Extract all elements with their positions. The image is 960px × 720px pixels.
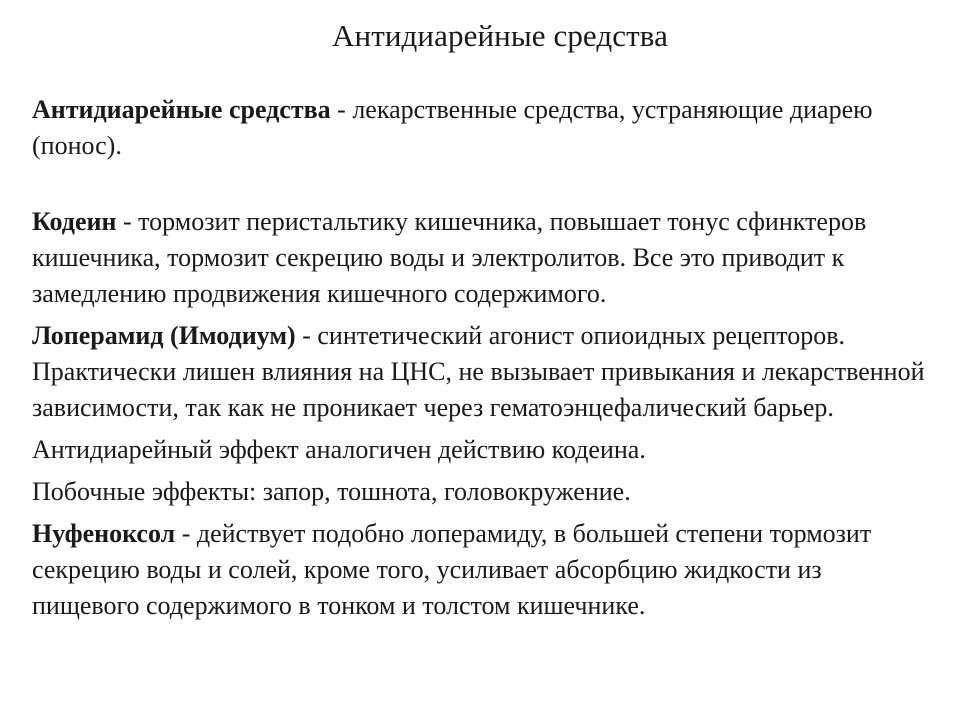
paragraph-effect xyxy=(32,432,932,468)
paragraph-loperamide xyxy=(32,318,932,426)
definition-text: - лекарственные средства, устраняющие диарею (понос). xyxy=(32,95,873,160)
loperamide-text: - синтетический агонист опиоидных рецепторов. Практически лишен влияния на ЦНС, не вызывает привыкания и лекарственной зависимости, так как не проникает через гематоэнцефалический барьер. xyxy=(32,321,925,422)
slide-title: Антидиарейные средства xyxy=(332,18,668,53)
term-codeine: Кодеин xyxy=(32,207,117,236)
paragraph-nufenoxol xyxy=(32,516,932,624)
codeine-text: - тормозит перистальтику кишечника, повышает тонус сфинктеров кишечника, тормозит секрецию воды и электролитов. Все это приводит к замедлению продвижения кишечного содержимого. xyxy=(32,207,867,308)
term-loperamide: Лоперамид (Имодиум) xyxy=(32,321,296,350)
term-antidiarrheal: Антидиарейные средства xyxy=(32,95,331,124)
nufenoxol-text: - действует подобно лоперамиду, в большей степени тормозит секрецию воды и солей, кроме того, усиливает абсорбцию жидкости из пищевого содержимого в тонком и толстом кишечнике. xyxy=(32,519,872,620)
slide-body xyxy=(32,92,932,624)
paragraph-codeine xyxy=(32,204,932,312)
term-nufenoxol: Нуфеноксол xyxy=(32,519,176,548)
paragraph-definition xyxy=(32,92,932,164)
paragraph-side-effects xyxy=(32,474,932,510)
side-effects-text: Побочные эффекты: запор, тошнота, головокружение. xyxy=(32,477,631,506)
effect-text: Антидиарейный эффект аналогичен действию кодеина. xyxy=(32,435,646,464)
